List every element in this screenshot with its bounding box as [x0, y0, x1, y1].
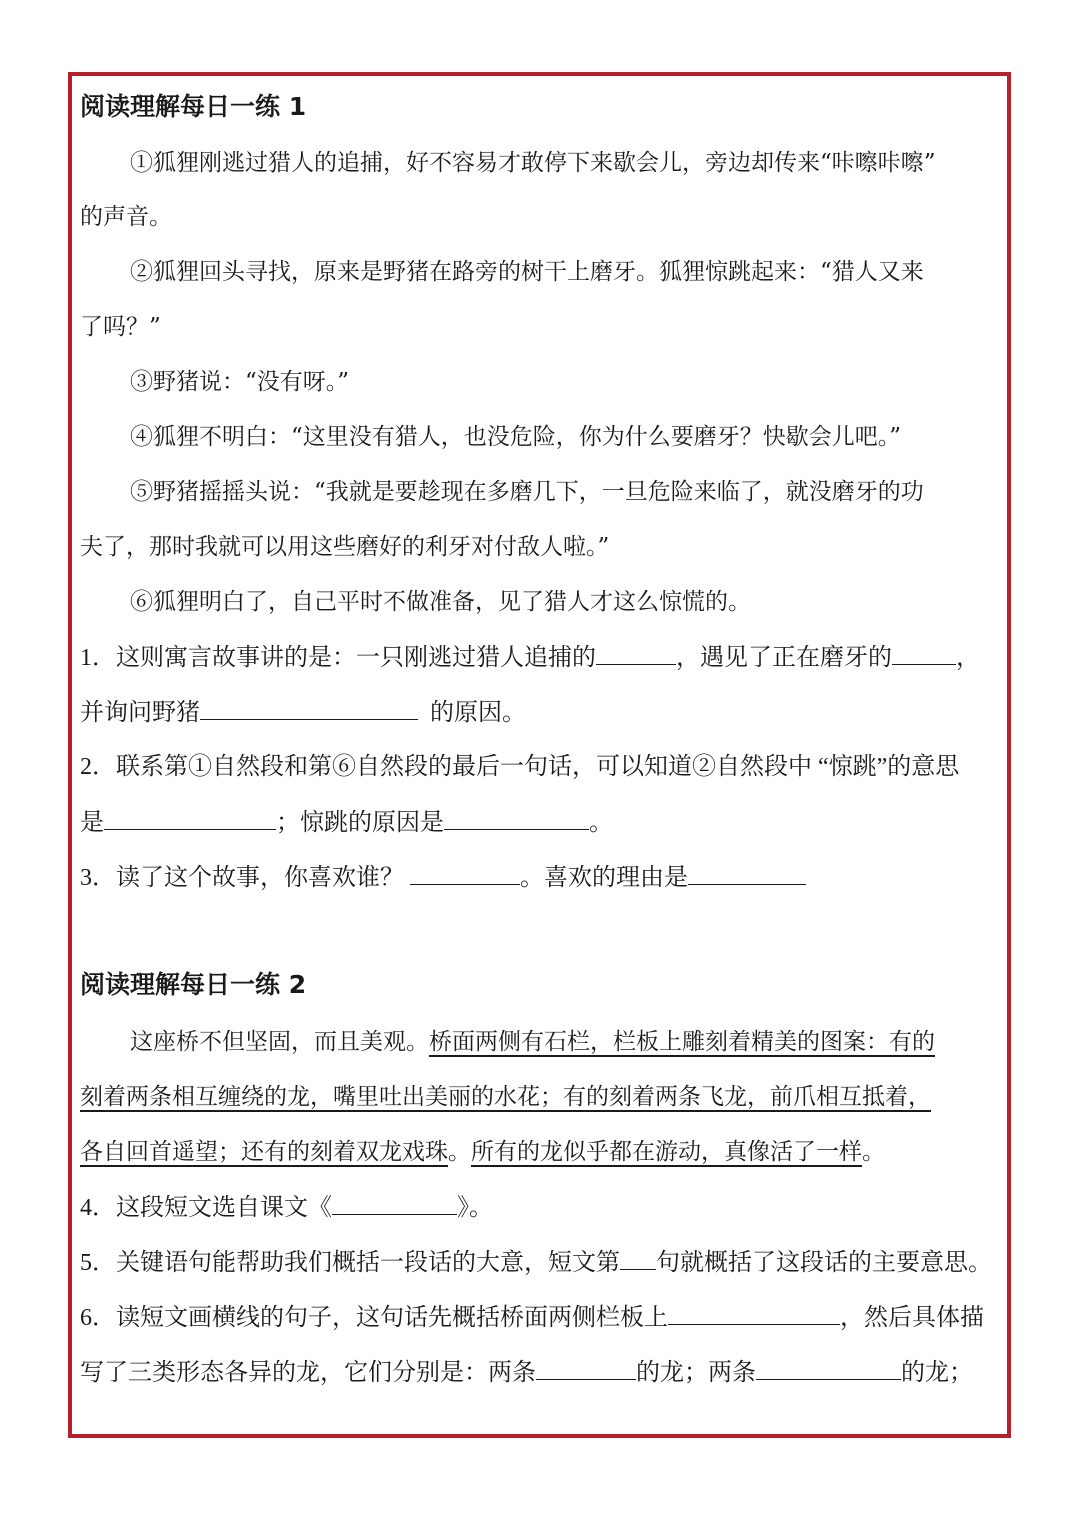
question-1-text: 1．这则寓言故事讲的是：一只刚逃过猎人追捕的 [80, 645, 596, 671]
answer-blank[interactable] [332, 1192, 457, 1215]
passage-text: 。 [448, 1139, 471, 1165]
question-4-text: 4．这段短文选自课文《 [80, 1195, 332, 1221]
question-1-text: 并询问野猪 [80, 700, 200, 726]
question-2-cont [80, 807, 613, 838]
question-4 [80, 1192, 493, 1223]
paragraph-1-cont: 的声音。 [80, 204, 172, 230]
paragraph-6: ⑥狐狸明白了，自己平时不做准备，见了猎人才这么惊慌的。 [130, 589, 751, 615]
paragraph-3: ③野猪说：“没有呀。” [130, 369, 350, 395]
question-3-text: 。喜欢的理由是 [520, 865, 688, 891]
question-5 [80, 1247, 992, 1278]
answer-blank[interactable] [596, 642, 676, 665]
answer-blank[interactable] [668, 1302, 840, 1325]
question-6-text: 的龙；两条 [636, 1360, 756, 1386]
question-6-text: ，然后具体描 [840, 1305, 984, 1331]
answer-blank[interactable] [756, 1357, 901, 1380]
question-1-cont [80, 697, 526, 728]
paragraph-5-cont: 夫了，那时我就可以用这些磨好的利牙对付敌人啦。” [80, 534, 610, 560]
section2-title: 阅读理解每日一练 2 [80, 970, 307, 999]
answer-blank[interactable] [688, 862, 806, 885]
question-4-text: 》。 [457, 1195, 493, 1221]
question-2-text: 是 [80, 810, 104, 836]
question-6-text: 6．读短文画横线的句子，这句话先概括桥面两侧栏板上 [80, 1305, 668, 1331]
paragraph-2-cont: 了吗？” [80, 314, 161, 340]
question-6-text: 的龙； [901, 1360, 973, 1386]
passage-line-3 [80, 1137, 885, 1167]
question-5-text: 句就概括了这段话的主要意思。 [656, 1250, 992, 1276]
passage-text: 。 [862, 1139, 885, 1165]
answer-blank[interactable] [200, 697, 418, 720]
answer-blank[interactable] [444, 807, 589, 830]
answer-blank[interactable] [104, 807, 276, 830]
question-1-text: ，遇见了正在磨牙的 [676, 645, 892, 671]
question-1 [80, 642, 980, 673]
question-1-text: 的原因。 [430, 700, 526, 726]
paragraph-2: ②狐狸回头寻找，原来是野猪在路旁的树干上磨牙。狐狸惊跳起来：“猎人又来 [130, 259, 924, 285]
underlined-sentence: 刻着两条相互缠绕的龙，嘴里吐出美丽的水花；有的刻着两条飞龙，前爪相互抵着， [80, 1084, 931, 1110]
question-2 [80, 752, 959, 782]
question-5-text: 5．关键语句能帮助我们概括一段话的大意，短文第 [80, 1250, 620, 1276]
paragraph-4: ④狐狸不明白：“这里没有猎人，也没危险，你为什么要磨牙？快歇会儿吧。” [130, 424, 902, 450]
question-3 [80, 862, 806, 893]
question-6-cont [80, 1357, 973, 1388]
underlined-sentence: 各自回首遥望；还有的刻着双龙戏珠 [80, 1139, 448, 1165]
paragraph-1: ①狐狸刚逃过猎人的追捕，好不容易才敢停下来歇会儿，旁边却传来“咔嚓咔嚓” [130, 150, 936, 176]
passage-line-1 [130, 1027, 935, 1057]
paragraph-5: ⑤野猪摇摇头说：“我就是要趁现在多磨几下，一旦危险来临了，就没磨牙的功 [130, 479, 924, 505]
answer-blank[interactable] [410, 862, 520, 885]
question-2-text: ；惊跳的原因是 [276, 810, 444, 836]
question-6-text: 写了三类形态各异的龙，它们分别是：两条 [80, 1360, 536, 1386]
answer-blank[interactable] [620, 1247, 656, 1270]
section1-title: 阅读理解每日一练 1 [80, 92, 307, 121]
question-3-text: 3．读了这个故事，你喜欢谁？ [80, 865, 404, 891]
question-2-text: 2．联系第①自然段和第⑥自然段的最后一句话，可以知道②自然段中 “惊跳”的意思 [80, 754, 960, 780]
question-6 [80, 1302, 984, 1333]
question-1-text: ， [956, 645, 980, 671]
passage-line-2 [80, 1082, 931, 1112]
underlined-sentence: 所有的龙似乎都在游动，真像活了一样 [471, 1139, 862, 1165]
answer-blank[interactable] [536, 1357, 636, 1380]
underlined-sentence: 桥面两侧有石栏，栏板上雕刻着精美的图案：有的 [429, 1029, 935, 1055]
question-2-text: 。 [589, 810, 613, 836]
answer-blank[interactable] [892, 642, 956, 665]
passage-text: 这座桥不但坚固，而且美观。 [130, 1029, 429, 1055]
